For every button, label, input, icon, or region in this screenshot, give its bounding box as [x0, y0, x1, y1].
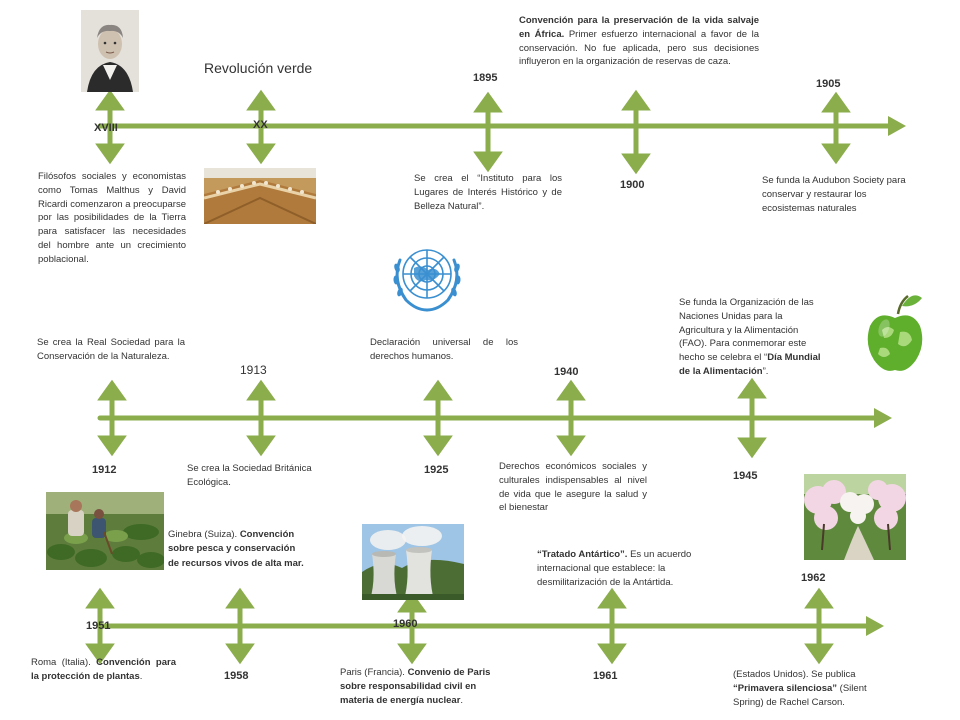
text-fao [679, 296, 824, 379]
text-paris-end: . [460, 694, 464, 706]
green-apple-earth [864, 292, 926, 378]
label-xx: XX [253, 119, 268, 131]
text-roma [31, 656, 176, 684]
year-1940: 1940 [554, 366, 579, 378]
text-eeuu-rest: (Silent Spring) de Rachel Carson. [733, 682, 867, 708]
text-audubon: Se funda la Audubon Society para conservar y restaurar los ecosistemas naturales [762, 175, 906, 214]
year-1945: 1945 [733, 470, 758, 482]
label-xviii: XVIII [94, 122, 118, 134]
year-1912: 1912 [92, 464, 117, 476]
timeline-axis-2-head [874, 408, 892, 428]
text-antartico [537, 548, 717, 589]
text-antartico-bold: “Tratado Antártico”. [537, 549, 628, 560]
timeline-axis-1-head [888, 116, 906, 136]
year-1905: 1905 [816, 78, 841, 90]
text-roma-bold: Convención para la protección de plantas [31, 657, 176, 682]
arrow-1895 [478, 96, 498, 168]
text-paris [340, 666, 505, 707]
nuclear-plant-image [362, 524, 464, 600]
text-africa-bold: Convención para la preservación de la vida salvaje en África. [519, 15, 759, 40]
text-paris-bold: Convenio de Paris sobre responsabilidad civil en materia de energía nuclear [340, 667, 491, 706]
text-africa-rest: Primer esfuerzo internacional a favor de la conservación. No fue aplicada, pero sus decisiones influyeron en la organización de reservas de caza. [519, 28, 759, 68]
year-1960: 1960 [393, 618, 418, 630]
text-filosofos: Filósofos sociales y economistas como Tomas Malthus y David Ricardi comenzaron a preocuparse por las posibilidades de la Tierra para satisfacer las necesidades del hombre ante un crecimiento poblacional. [38, 171, 186, 265]
text-derechos: Derechos económicos sociales y culturales indispensables al nivel de vida que le asegure la salud y el bienestar [499, 461, 647, 514]
malthus-portrait [81, 10, 139, 92]
text-real-sociedad: Se crea la Real Sociedad para la Conservación de la Naturaleza. [37, 337, 185, 362]
text-britanica: Se crea la Sociedad Británica Ecológica. [187, 463, 312, 488]
text-roma-plain: Roma (Italia). [31, 657, 97, 668]
text-eeuu [733, 668, 893, 709]
text-fao-end: ”. [762, 365, 769, 377]
year-1900: 1900 [620, 179, 645, 191]
text-antartico-rest: Es un acuerdo internacional que establece: la desmilitarización de la Antártida. [537, 549, 692, 588]
text-fao-rest: Se funda la Organización de las Naciones Unidas para la Agricultura y la Alimentación (FAO). Para conmemorar este hecho se celebra el “ [679, 297, 814, 364]
text-ginebra-bold: Convención sobre pesca y conservación de recursos vivos de alta mar. [168, 529, 304, 569]
year-1895: 1895 [473, 72, 498, 84]
arrow-1900 [626, 94, 646, 170]
text-eeuu-bold: “Primavera silenciosa” [733, 682, 838, 694]
revolucion-verde-title: Revolución verde [204, 60, 313, 76]
text-roma-end: . [139, 670, 143, 682]
text-ginebra [168, 528, 308, 571]
text-declaracion: Declaración universal de los derechos humanos. [370, 337, 518, 362]
text-ginebra-plain: Ginebra (Suiza). [168, 529, 240, 540]
year-1913: 1913 [240, 363, 267, 377]
un-logo [384, 238, 470, 318]
farmers-image [46, 492, 164, 570]
year-1958: 1958 [224, 670, 249, 682]
silent-spring-trees-image [804, 474, 906, 560]
text-eeuu-plain: (Estados Unidos). Se publica [733, 669, 856, 680]
text-instituto: Se crea el “Instituto para los Lugares de Interés Histórico y de Belleza Natural”. [414, 173, 562, 212]
timeline-axis-3-head [866, 616, 884, 636]
wheat-field-image [204, 168, 316, 224]
year-1961: 1961 [593, 670, 618, 682]
year-1962: 1962 [801, 572, 826, 584]
text-africa [519, 14, 759, 69]
text-fao-bold: Día Mundial de la Alimentación [679, 352, 821, 377]
text-paris-plain: Paris (Francia). [340, 667, 408, 678]
year-1925: 1925 [424, 464, 449, 476]
year-1951: 1951 [86, 620, 111, 632]
